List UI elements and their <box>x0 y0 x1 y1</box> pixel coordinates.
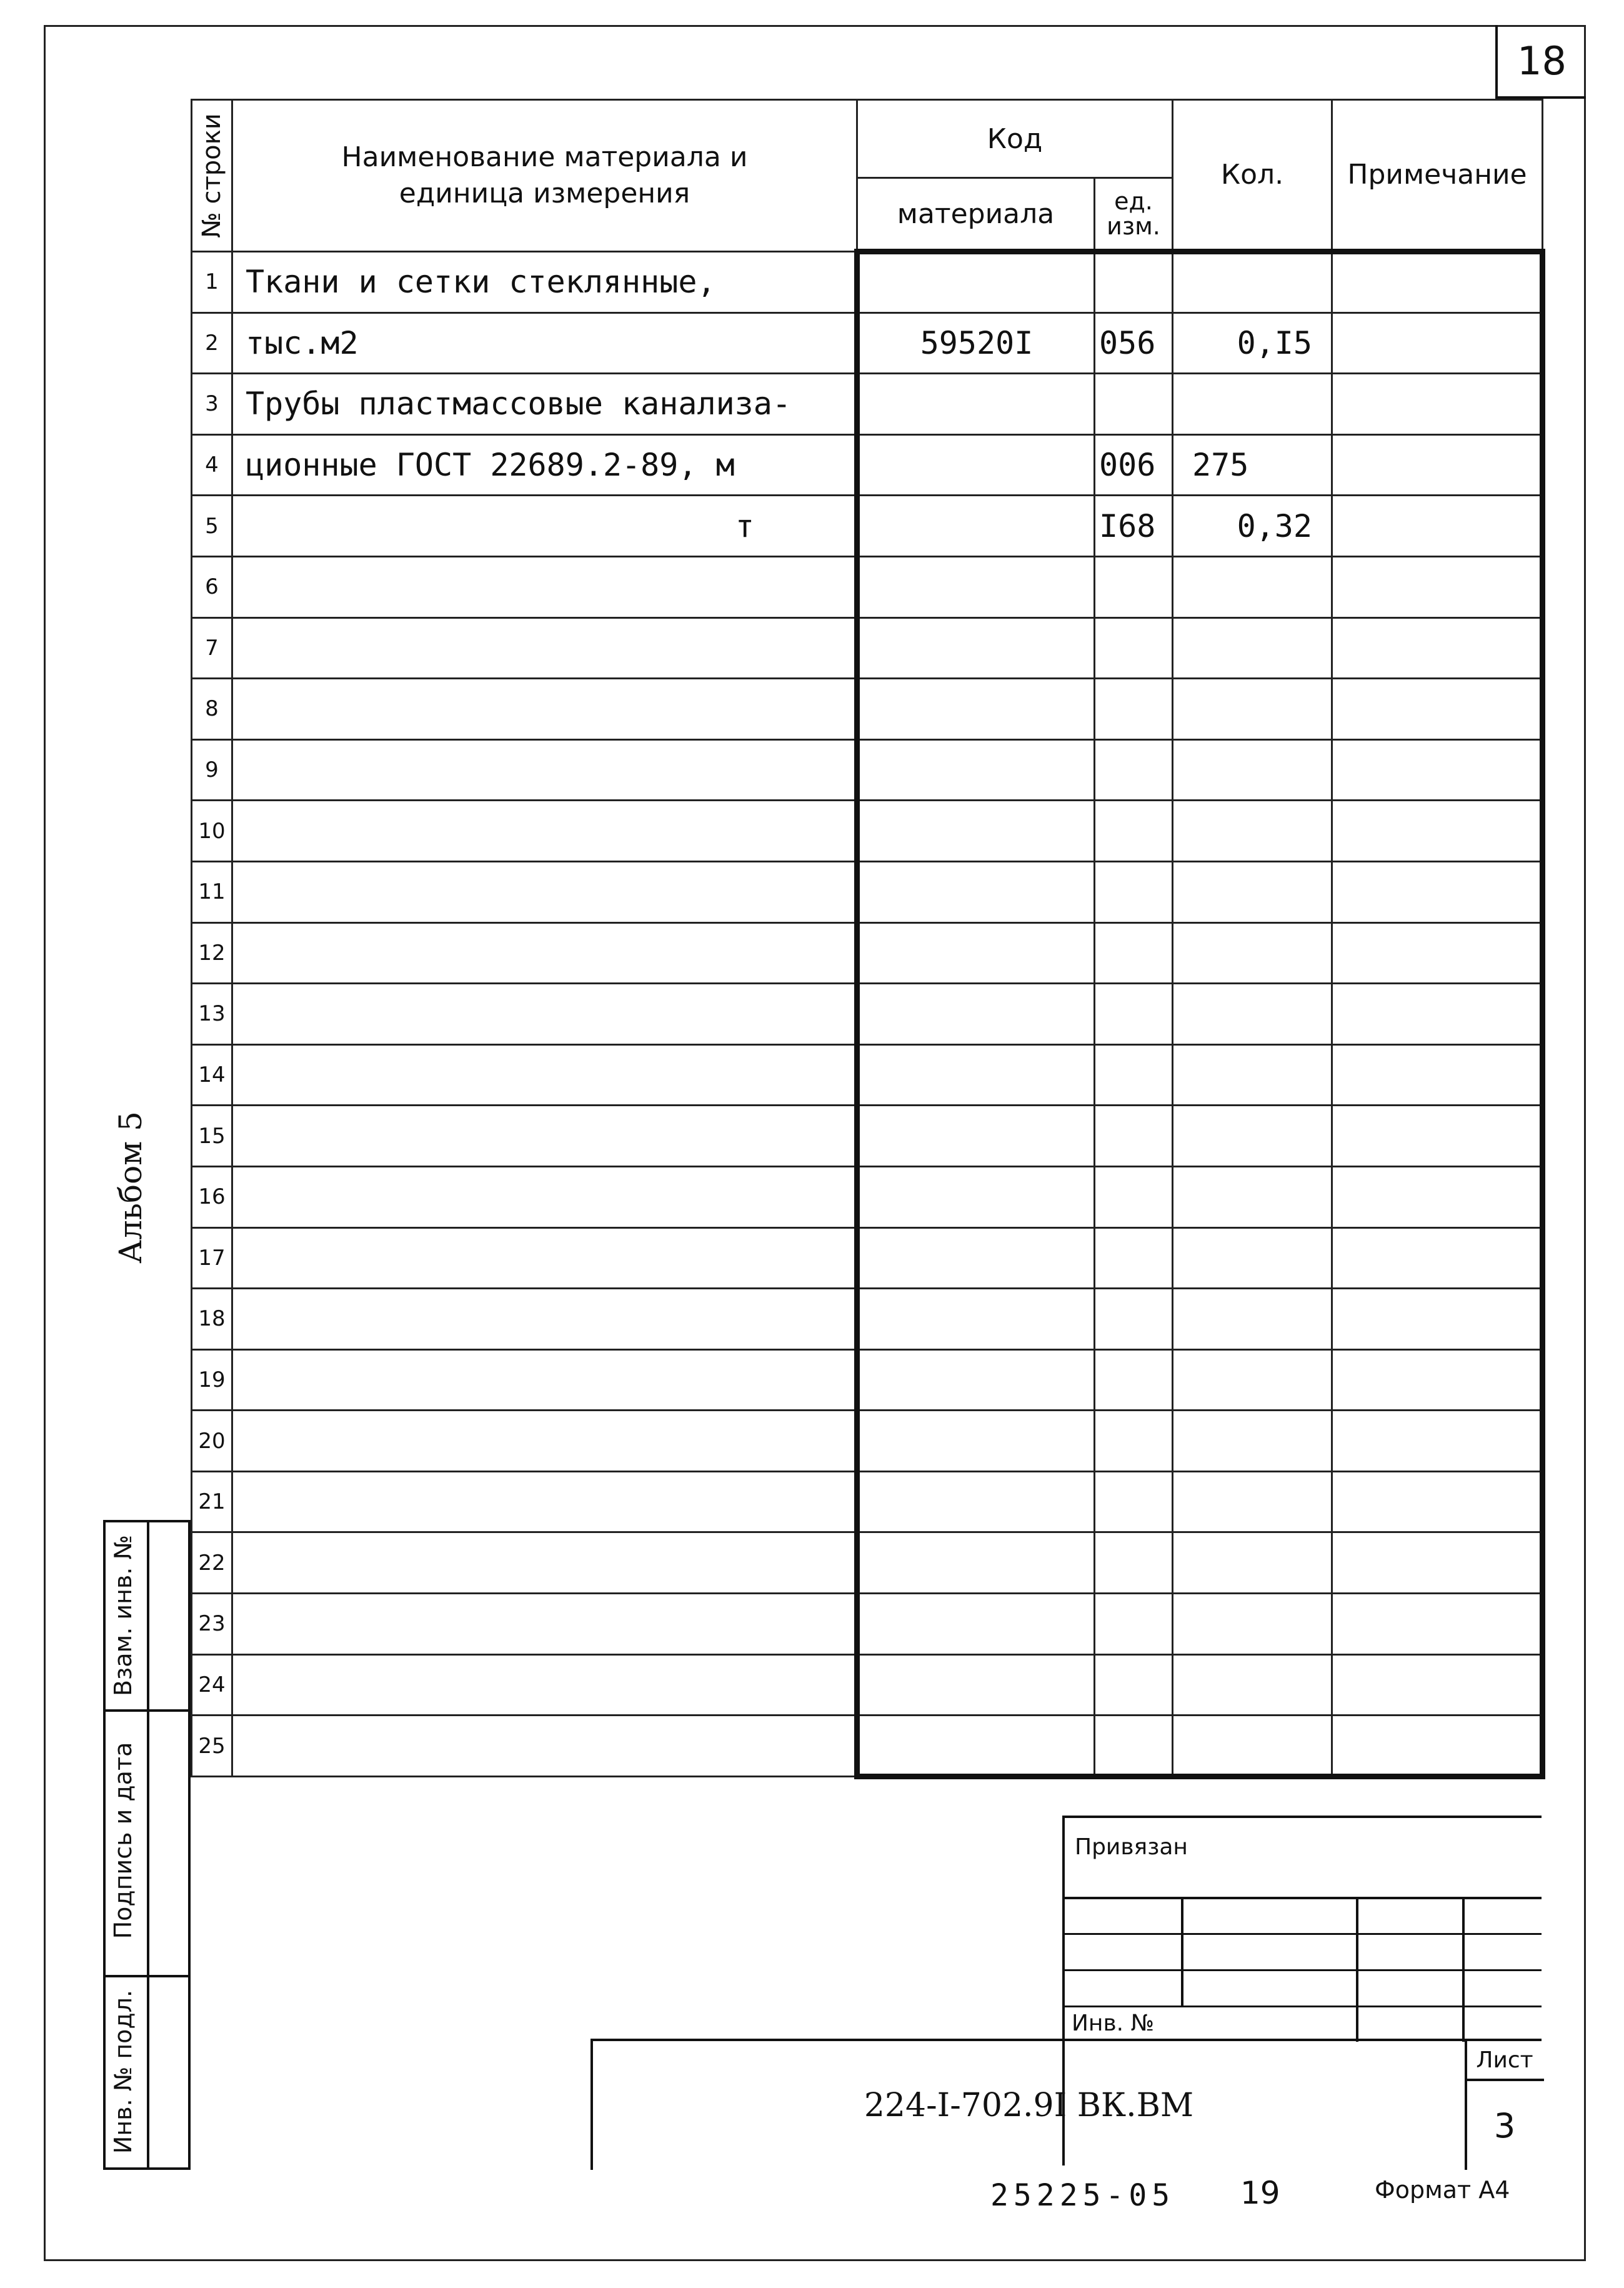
cell-n: 14 <box>192 1044 232 1106</box>
cell-note <box>1332 434 1543 496</box>
cell-qty <box>1173 1594 1332 1655</box>
table-row <box>192 922 1543 984</box>
cell-unit <box>1095 739 1173 801</box>
cell-n: 16 <box>192 1166 232 1227</box>
cell-note <box>1332 496 1543 557</box>
cell-unit <box>1095 1716 1173 1777</box>
cell-material: 59520I <box>857 312 1095 374</box>
cell-unit <box>1095 617 1173 679</box>
cell-note <box>1332 679 1543 740</box>
cell-name <box>232 861 857 922</box>
cell-name <box>232 1106 857 1167</box>
inv-podl-label: Инв. № подл. <box>109 1989 137 2154</box>
cell-n: 6 <box>192 556 232 617</box>
cell-unit <box>1095 1166 1173 1227</box>
cell-material <box>857 556 1095 617</box>
header-row-no-text: № строки <box>197 113 226 238</box>
cell-name <box>232 1532 857 1594</box>
stamp-v-3 <box>1462 1897 1465 2042</box>
cell-qty <box>1173 1106 1332 1167</box>
cell-name <box>232 556 857 617</box>
cell-note <box>1332 861 1543 922</box>
cell-qty <box>1173 1654 1332 1716</box>
materials-table <box>191 99 1545 1779</box>
header-code: Код <box>857 100 1173 178</box>
cell-note <box>1332 1411 1543 1472</box>
table-row <box>192 556 1543 617</box>
cell-n: 7 <box>192 617 232 679</box>
cell-material <box>857 1716 1095 1777</box>
cell-unit <box>1095 861 1173 922</box>
cell-name <box>232 1411 857 1472</box>
cell-material <box>857 739 1095 801</box>
cell-unit <box>1095 374 1173 435</box>
table-row <box>192 1716 1543 1777</box>
header-code-unit-l1: ед. <box>1114 187 1153 215</box>
cell-material <box>857 922 1095 984</box>
cell-name <box>232 1227 857 1289</box>
cell-unit <box>1095 1411 1173 1472</box>
doc-code: 224-I-702.9I ВК.ВМ <box>864 2087 1194 2124</box>
cell-qty <box>1173 861 1332 922</box>
cell-n: 10 <box>192 801 232 862</box>
header-name <box>232 100 857 252</box>
side-stamp-line-2 <box>103 1975 191 1977</box>
cell-note <box>1332 801 1543 862</box>
cell-name: ционные ГОСТ 22689.2-89, м <box>232 434 857 496</box>
cell-material <box>857 1166 1095 1227</box>
cell-note <box>1332 1227 1543 1289</box>
cell-unit: 056 <box>1095 312 1173 374</box>
cell-material <box>857 1349 1095 1411</box>
cell-material <box>857 1106 1095 1167</box>
cell-n: 24 <box>192 1654 232 1716</box>
cell-unit <box>1095 1044 1173 1106</box>
cell-n: 5 <box>192 496 232 557</box>
cell-qty <box>1173 922 1332 984</box>
cell-unit <box>1095 922 1173 984</box>
header-code-material: материала <box>857 178 1095 252</box>
cell-unit <box>1095 1349 1173 1411</box>
cell-n: 19 <box>192 1349 232 1411</box>
list-value: 3 <box>1493 2106 1516 2146</box>
list-label: Лист <box>1476 2047 1533 2073</box>
cell-name <box>232 1349 857 1411</box>
cell-note <box>1332 312 1543 374</box>
stamp-h-4 <box>1062 2006 1542 2007</box>
cell-note <box>1332 1349 1543 1411</box>
cell-n: 11 <box>192 861 232 922</box>
cell-qty: 0,I5 <box>1173 312 1332 374</box>
cell-qty <box>1173 1044 1332 1106</box>
cell-qty <box>1173 1716 1332 1777</box>
header-row-no <box>192 100 232 252</box>
cell-note <box>1332 556 1543 617</box>
cell-n: 18 <box>192 1289 232 1350</box>
cell-unit <box>1095 1594 1173 1655</box>
cell-qty <box>1173 739 1332 801</box>
cell-n: 22 <box>192 1532 232 1594</box>
cell-note <box>1332 1654 1543 1716</box>
table-row <box>192 984 1543 1045</box>
cell-qty <box>1173 617 1332 679</box>
cell-name <box>232 1716 857 1777</box>
cell-qty: 275 <box>1173 434 1332 496</box>
table-row <box>192 679 1543 740</box>
cell-name <box>232 1594 857 1655</box>
cell-n: 12 <box>192 922 232 984</box>
cell-unit: 006 <box>1095 434 1173 496</box>
footer-page: 19 <box>1240 2175 1280 2211</box>
table-row <box>192 1166 1543 1227</box>
cell-unit <box>1095 1106 1173 1167</box>
table-row <box>192 434 1543 496</box>
cell-material <box>857 1594 1095 1655</box>
table-row <box>192 1471 1543 1532</box>
cell-n: 25 <box>192 1716 232 1777</box>
cell-qty: 0,32 <box>1173 496 1332 557</box>
cell-name: тыс.м2 <box>232 312 857 374</box>
cell-unit <box>1095 984 1173 1045</box>
cell-qty <box>1173 1289 1332 1350</box>
cell-material <box>857 1654 1095 1716</box>
cell-unit <box>1095 1532 1173 1594</box>
cell-note <box>1332 739 1543 801</box>
header-note: Примечание <box>1332 100 1543 252</box>
cell-material <box>857 1044 1095 1106</box>
table-row <box>192 861 1543 922</box>
cell-name <box>232 1289 857 1350</box>
cell-n: 20 <box>192 1411 232 1472</box>
cell-material <box>857 1289 1095 1350</box>
podpis-data-label: Подпись и дата <box>109 1742 137 1939</box>
cell-note <box>1332 1532 1543 1594</box>
stamp-h-3 <box>1062 1969 1542 1971</box>
cell-unit: I68 <box>1095 496 1173 557</box>
cell-n: 17 <box>192 1227 232 1289</box>
cell-note <box>1332 1471 1543 1532</box>
cell-material <box>857 861 1095 922</box>
stamp-v-2 <box>1356 1897 1358 2042</box>
cell-material <box>857 496 1095 557</box>
cell-material <box>857 1227 1095 1289</box>
cell-n: 9 <box>192 739 232 801</box>
table-row <box>192 739 1543 801</box>
cell-note <box>1332 374 1543 435</box>
cell-n: 23 <box>192 1594 232 1655</box>
table-row <box>192 1227 1543 1289</box>
cell-unit <box>1095 1227 1173 1289</box>
cell-n: 1 <box>192 252 232 313</box>
cell-material <box>857 1411 1095 1472</box>
cell-note <box>1332 1044 1543 1106</box>
vzam-inv-label: Взам. инв. № <box>109 1535 137 1697</box>
cell-material <box>857 374 1095 435</box>
cell-name <box>232 679 857 740</box>
cell-name <box>232 617 857 679</box>
table-row <box>192 252 1543 313</box>
cell-name <box>232 1044 857 1106</box>
table-row <box>192 1654 1543 1716</box>
cell-note <box>1332 1716 1543 1777</box>
table-row <box>192 617 1543 679</box>
header-code-unit-l2: изм. <box>1107 212 1160 240</box>
cell-name <box>232 1654 857 1716</box>
cell-n: 8 <box>192 679 232 740</box>
cell-material <box>857 1471 1095 1532</box>
stamp-h-2 <box>1062 1933 1542 1935</box>
format-label: Формат А4 <box>1375 2176 1510 2204</box>
cell-n: 13 <box>192 984 232 1045</box>
cell-note <box>1332 617 1543 679</box>
cell-note <box>1332 922 1543 984</box>
table-row <box>192 374 1543 435</box>
table-row <box>192 1349 1543 1411</box>
cell-name <box>232 801 857 862</box>
cell-qty <box>1173 1471 1332 1532</box>
album-label: Альбом 5 <box>112 1111 149 1264</box>
side-stamp-divider <box>147 1520 149 2170</box>
table-row <box>192 1106 1543 1167</box>
cell-name <box>232 984 857 1045</box>
cell-name <box>232 922 857 984</box>
cell-n: 21 <box>192 1471 232 1532</box>
cell-name: Трубы пластмассовые канализа- <box>232 374 857 435</box>
cell-n: 3 <box>192 374 232 435</box>
cell-note <box>1332 984 1543 1045</box>
stamp-privyazan: Привязан <box>1075 1834 1188 1860</box>
cell-material <box>857 617 1095 679</box>
cell-unit <box>1095 252 1173 313</box>
cell-unit <box>1095 1289 1173 1350</box>
materials-rows <box>192 252 1543 1777</box>
cell-qty <box>1173 679 1332 740</box>
cell-unit <box>1095 801 1173 862</box>
cell-note <box>1332 1166 1543 1227</box>
cell-name <box>232 1166 857 1227</box>
cell-note <box>1332 1289 1543 1350</box>
cell-n: 15 <box>192 1106 232 1167</box>
cell-name: т <box>232 496 857 557</box>
cell-name: Ткани и сетки стеклянные, <box>232 252 857 313</box>
cell-qty <box>1173 374 1332 435</box>
title-block <box>590 2039 1542 2170</box>
table-row <box>192 312 1543 374</box>
cell-material <box>857 1532 1095 1594</box>
cell-qty <box>1173 1411 1332 1472</box>
table-row <box>192 1411 1543 1472</box>
cell-name <box>232 739 857 801</box>
side-stamp-line-1 <box>103 1709 191 1712</box>
table-row <box>192 801 1543 862</box>
cell-qty <box>1173 1166 1332 1227</box>
cell-qty <box>1173 1227 1332 1289</box>
table-row <box>192 1044 1543 1106</box>
header-name-line1: Наименование материала и <box>341 141 748 173</box>
header-qty: Кол. <box>1173 100 1332 252</box>
cell-qty <box>1173 556 1332 617</box>
title-v-divider <box>1465 2041 1467 2170</box>
cell-note <box>1332 1594 1543 1655</box>
cell-material <box>857 801 1095 862</box>
cell-qty <box>1173 984 1332 1045</box>
table-row <box>192 496 1543 557</box>
header-code-unit <box>1095 178 1173 252</box>
table-row <box>192 1532 1543 1594</box>
cell-n: 4 <box>192 434 232 496</box>
stamp-h-1 <box>1062 1897 1542 1899</box>
table-row <box>192 1289 1543 1350</box>
cell-n: 2 <box>192 312 232 374</box>
archive-number: 25225-05 <box>990 2178 1175 2213</box>
header-name-line2: единица измерения <box>399 177 690 209</box>
cell-material <box>857 679 1095 740</box>
cell-material <box>857 984 1095 1045</box>
cell-unit <box>1095 1654 1173 1716</box>
cell-note <box>1332 252 1543 313</box>
cell-unit <box>1095 556 1173 617</box>
stamp-v-1 <box>1181 1897 1183 2006</box>
cell-qty <box>1173 1532 1332 1594</box>
sheet-number-top: 18 <box>1495 25 1586 99</box>
cell-material <box>857 434 1095 496</box>
table-row <box>192 1594 1543 1655</box>
cell-qty <box>1173 252 1332 313</box>
cell-note <box>1332 1106 1543 1167</box>
cell-qty <box>1173 1349 1332 1411</box>
cell-name <box>232 1471 857 1532</box>
cell-unit <box>1095 679 1173 740</box>
cell-qty <box>1173 801 1332 862</box>
cell-material <box>857 252 1095 313</box>
cell-unit <box>1095 1471 1173 1532</box>
stamp-inv-no: Инв. № <box>1072 2011 1155 2036</box>
